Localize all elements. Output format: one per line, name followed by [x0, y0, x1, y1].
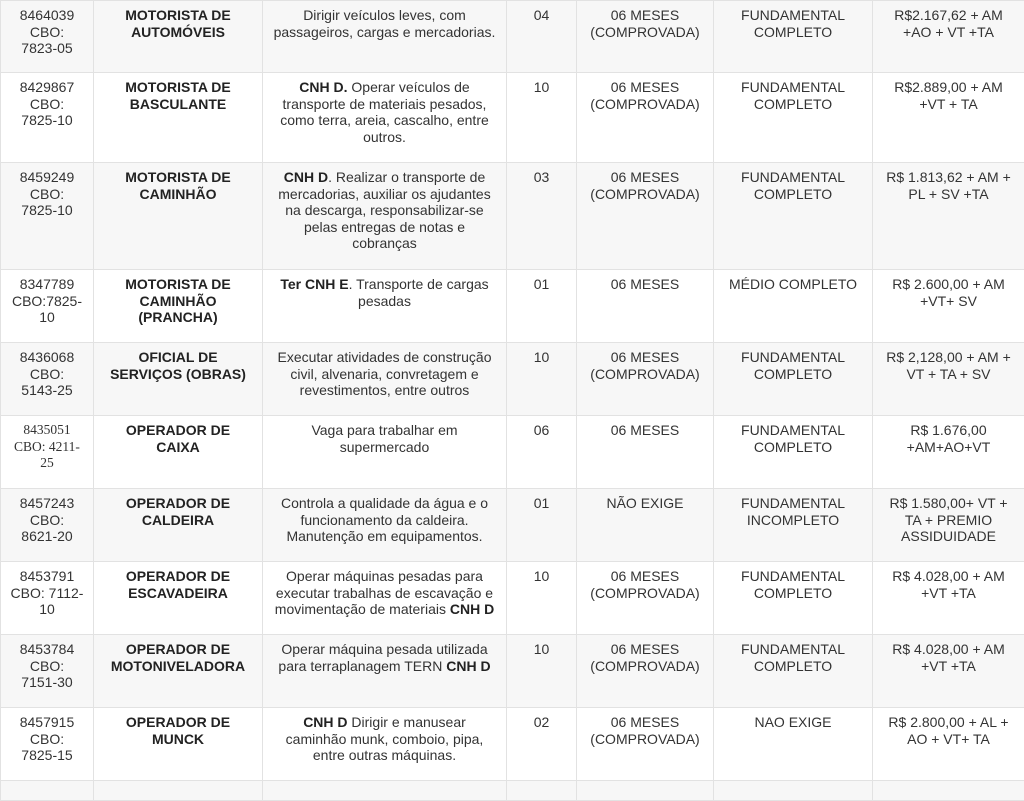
job-code-line: CBO: [7, 658, 87, 675]
job-title-cell [94, 708, 263, 781]
education-cell [714, 163, 873, 270]
salary-line: R$ 2.600,00 + AM [879, 276, 1018, 293]
job-title-cell [94, 489, 263, 562]
vacancy-count-cell: 04 [507, 1, 577, 73]
job-code-line: CBO: [7, 366, 87, 383]
experience-line: (COMPROVADA) [583, 186, 707, 203]
education-line: FUNDAMENTAL [720, 422, 866, 439]
salary-line: +VT +TA [879, 585, 1018, 602]
education-cell [714, 343, 873, 416]
job-code-cell [1, 489, 94, 562]
job-code-line: CBO: 4211- [7, 439, 87, 456]
education-cell [714, 73, 873, 163]
salary-cell [873, 489, 1024, 562]
job-description-line: civil, alvenaria, convretagem e [269, 366, 500, 383]
job-code-line: 7825-10 [7, 202, 87, 219]
job-code-line: 8464039 [7, 7, 87, 24]
job-description-cell [263, 73, 507, 163]
job-description-cell [263, 708, 507, 781]
experience-line: 06 MESES [583, 7, 707, 24]
education-cell [714, 562, 873, 635]
job-description-cell [263, 270, 507, 343]
salary-line: +AM+AO+VT [879, 439, 1018, 456]
job-title-line: OPERADOR DE [100, 422, 256, 439]
education-line: FUNDAMENTAL [720, 349, 866, 366]
experience-line: 06 MESES [583, 641, 707, 658]
job-description-line: supermercado [269, 439, 500, 456]
job-code-line: 8459249 [7, 169, 87, 186]
vacancy-count-cell: 10 [507, 73, 577, 163]
education-cell [714, 489, 873, 562]
salary-line: AO + VT+ TA [879, 731, 1018, 748]
salary-cell [873, 708, 1024, 781]
salary-cell [873, 562, 1024, 635]
education-line: COMPLETO [720, 24, 866, 41]
job-code-line: 8435051 [7, 422, 87, 439]
job-title-line: OFICIAL DE [100, 349, 256, 366]
job-description-line: funcionamento da caldeira. [269, 512, 500, 529]
experience-cell [577, 270, 714, 343]
table-row [1, 635, 1024, 708]
job-title-cell [94, 343, 263, 416]
job-code-line: CBO: [7, 512, 87, 529]
job-title-line: OPERADOR DE [100, 714, 256, 731]
salary-line: R$ 1.813,62 + AM + [879, 169, 1018, 186]
job-title-cell [94, 163, 263, 270]
experience-cell [577, 1, 714, 73]
education-line: COMPLETO [720, 658, 866, 675]
salary-line: R$ 2.800,00 + AL + [879, 714, 1018, 731]
empty-cell [507, 781, 577, 801]
education-line: COMPLETO [720, 366, 866, 383]
job-description-line: para terraplanagem TERN CNH D [269, 658, 500, 675]
job-description-line: Dirigir veículos leves, com [269, 7, 500, 24]
job-code-line: 8453791 [7, 568, 87, 585]
job-code-line: 7823-05 [7, 40, 87, 57]
vacancy-count-cell: 03 [507, 163, 577, 270]
job-description-line: Controla a qualidade da água e o [269, 495, 500, 512]
job-title-line: OPERADOR DE [100, 641, 256, 658]
job-code-line: 5143-25 [7, 382, 87, 399]
empty-cell [577, 781, 714, 801]
salary-line: +VT + TA [879, 96, 1018, 113]
table-row [1, 708, 1024, 781]
salary-cell [873, 163, 1024, 270]
education-line: FUNDAMENTAL [720, 7, 866, 24]
education-line: COMPLETO [720, 585, 866, 602]
education-line: COMPLETO [720, 186, 866, 203]
job-description-line: como terra, areia, cascalho, entre [269, 112, 500, 129]
job-title-line: MUNCK [100, 731, 256, 748]
salary-line: PL + SV +TA [879, 186, 1018, 203]
table-row [1, 163, 1024, 270]
experience-cell [577, 343, 714, 416]
salary-cell [873, 1, 1024, 73]
job-description-line: Operar máquinas pesadas para [269, 568, 500, 585]
salary-line: R$ 4.028,00 + AM [879, 568, 1018, 585]
education-line: INCOMPLETO [720, 512, 866, 529]
education-line: COMPLETO [720, 439, 866, 456]
experience-line: 06 MESES [583, 169, 707, 186]
education-cell [714, 708, 873, 781]
table-row [1, 781, 1024, 801]
job-title-line: OPERADOR DE [100, 495, 256, 512]
job-description-line: pesadas [269, 293, 500, 310]
education-cell [714, 270, 873, 343]
salary-line: R$2.889,00 + AM [879, 79, 1018, 96]
job-code-line: 8621-20 [7, 528, 87, 545]
experience-line: 06 MESES [583, 79, 707, 96]
job-title-line: SERVIÇOS (OBRAS) [100, 366, 256, 383]
table-row [1, 562, 1024, 635]
job-code-cell [1, 73, 94, 163]
job-title-line: MOTORISTA DE [100, 169, 256, 186]
table-row [1, 343, 1024, 416]
job-description-line: CNH D Dirigir e manusear [269, 714, 500, 731]
experience-cell [577, 73, 714, 163]
salary-line: TA + PREMIO [879, 512, 1018, 529]
job-title-line: OPERADOR DE [100, 568, 256, 585]
table-row [1, 1, 1024, 73]
job-description-line: Executar atividades de construção [269, 349, 500, 366]
experience-line: (COMPROVADA) [583, 366, 707, 383]
job-description-line: transporte de materiais pesados, [269, 96, 500, 113]
experience-line: (COMPROVADA) [583, 24, 707, 41]
education-cell [714, 416, 873, 489]
job-code-line: 8453784 [7, 641, 87, 658]
vacancy-count-cell: 10 [507, 562, 577, 635]
job-title-line: ESCAVADEIRA [100, 585, 256, 602]
experience-cell [577, 708, 714, 781]
vacancy-count-cell: 01 [507, 270, 577, 343]
experience-line: 06 MESES [583, 568, 707, 585]
job-code-cell [1, 708, 94, 781]
job-description-line: mercadorias, auxiliar os ajudantes [269, 186, 500, 203]
job-description-line: entre outras máquinas. [269, 747, 500, 764]
job-description-cell [263, 163, 507, 270]
job-code-line: 8347789 [7, 276, 87, 293]
job-description-line: pelas entregas de notas e [269, 219, 500, 236]
job-code-line: 7151-30 [7, 674, 87, 691]
job-code-line: CBO: [7, 186, 87, 203]
experience-cell [577, 562, 714, 635]
salary-line: +VT+ SV [879, 293, 1018, 310]
vacancy-count-cell: 10 [507, 343, 577, 416]
experience-line: 06 MESES [583, 422, 707, 439]
experience-cell [577, 635, 714, 708]
job-description-line: outros. [269, 129, 500, 146]
table-row [1, 489, 1024, 562]
job-title-line: (PRANCHA) [100, 309, 256, 326]
experience-line: (COMPROVADA) [583, 585, 707, 602]
job-title-cell [94, 73, 263, 163]
vacancy-count-cell: 10 [507, 635, 577, 708]
job-code-cell [1, 163, 94, 270]
job-code-cell [1, 343, 94, 416]
education-line: MÉDIO COMPLETO [720, 276, 866, 293]
salary-line: VT + TA + SV [879, 366, 1018, 383]
job-description-line: Operar máquina pesada utilizada [269, 641, 500, 658]
vacancy-count-cell: 06 [507, 416, 577, 489]
job-description-line: na descarga, responsabilizar-se [269, 202, 500, 219]
table-row [1, 416, 1024, 489]
job-description-line: Vaga para trabalhar em [269, 422, 500, 439]
education-line: FUNDAMENTAL [720, 169, 866, 186]
job-title-cell [94, 270, 263, 343]
experience-line: (COMPROVADA) [583, 96, 707, 113]
job-description-line: revestimentos, entre outros [269, 382, 500, 399]
empty-cell [873, 781, 1024, 801]
salary-line: R$ 1.676,00 [879, 422, 1018, 439]
experience-line: 06 MESES [583, 276, 707, 293]
job-code-cell [1, 1, 94, 73]
job-code-line: 7825-10 [7, 112, 87, 129]
vacancy-count-cell: 02 [507, 708, 577, 781]
education-line: FUNDAMENTAL [720, 79, 866, 96]
job-title-line: MOTONIVELADORA [100, 658, 256, 675]
job-code-line: 10 [7, 601, 87, 618]
job-description-line: Manutenção em equipamentos. [269, 528, 500, 545]
table-row [1, 270, 1024, 343]
experience-line: NÃO EXIGE [583, 495, 707, 512]
salary-line: R$2.167,62 + AM [879, 7, 1018, 24]
job-description-cell [263, 416, 507, 489]
salary-line: ASSIDUIDADE [879, 528, 1018, 545]
experience-line: 06 MESES [583, 714, 707, 731]
job-code-line: 8457243 [7, 495, 87, 512]
experience-cell [577, 416, 714, 489]
job-description-line: movimentação de materiais CNH D [269, 601, 500, 618]
job-title-cell [94, 1, 263, 73]
education-cell [714, 635, 873, 708]
experience-line: (COMPROVADA) [583, 658, 707, 675]
salary-line: R$ 4.028,00 + AM [879, 641, 1018, 658]
job-code-line: 8457915 [7, 714, 87, 731]
salary-line: R$ 1.580,00+ VT + [879, 495, 1018, 512]
job-description-line: CNH D. Realizar o transporte de [269, 169, 500, 186]
salary-cell [873, 270, 1024, 343]
job-description-line: caminhão munk, comboio, pipa, [269, 731, 500, 748]
job-title-cell [94, 562, 263, 635]
job-code-line: 25 [7, 455, 87, 472]
education-line: FUNDAMENTAL [720, 641, 866, 658]
job-description-cell [263, 1, 507, 73]
experience-line: (COMPROVADA) [583, 731, 707, 748]
job-code-line: 7825-15 [7, 747, 87, 764]
job-code-line: CBO: [7, 24, 87, 41]
job-code-cell [1, 416, 94, 489]
job-code-line: CBO: [7, 731, 87, 748]
salary-cell [873, 416, 1024, 489]
job-title-line: MOTORISTA DE [100, 7, 256, 24]
job-code-line: CBO:7825- [7, 293, 87, 310]
job-description-cell [263, 562, 507, 635]
education-line: NAO EXIGE [720, 714, 866, 731]
job-description-line: passageiros, cargas e mercadorias. [269, 24, 500, 41]
experience-line: 06 MESES [583, 349, 707, 366]
job-code-line: 8429867 [7, 79, 87, 96]
job-description-cell [263, 489, 507, 562]
vacancy-count-cell: 01 [507, 489, 577, 562]
empty-cell [94, 781, 263, 801]
job-code-line: 10 [7, 309, 87, 326]
job-title-line: CAMINHÃO [100, 293, 256, 310]
job-title-line: CAMINHÃO [100, 186, 256, 203]
job-description-line: executar trabalhas de escavação e [269, 585, 500, 602]
job-code-line: CBO: [7, 96, 87, 113]
education-line: COMPLETO [720, 96, 866, 113]
job-code-line: 8436068 [7, 349, 87, 366]
salary-cell [873, 343, 1024, 416]
job-description-cell [263, 635, 507, 708]
job-title-line: BASCULANTE [100, 96, 256, 113]
job-title-line: MOTORISTA DE [100, 79, 256, 96]
job-title-cell [94, 416, 263, 489]
education-line: FUNDAMENTAL [720, 495, 866, 512]
experience-cell [577, 489, 714, 562]
job-description-line: cobranças [269, 235, 500, 252]
job-title-line: MOTORISTA DE [100, 276, 256, 293]
job-title-line: AUTOMÓVEIS [100, 24, 256, 41]
education-line: FUNDAMENTAL [720, 568, 866, 585]
job-title-cell [94, 635, 263, 708]
salary-cell [873, 635, 1024, 708]
education-cell [714, 1, 873, 73]
salary-line: R$ 2,128,00 + AM + [879, 349, 1018, 366]
job-title-line: CALDEIRA [100, 512, 256, 529]
job-description-line: CNH D. Operar veículos de [269, 79, 500, 96]
job-description-line: Ter CNH E. Transporte de cargas [269, 276, 500, 293]
salary-line: +VT +TA [879, 658, 1018, 675]
table-row [1, 73, 1024, 163]
job-code-cell [1, 270, 94, 343]
experience-cell [577, 163, 714, 270]
job-title-line: CAIXA [100, 439, 256, 456]
salary-cell [873, 73, 1024, 163]
empty-cell [263, 781, 507, 801]
salary-line: +AO + VT +TA [879, 24, 1018, 41]
job-code-cell [1, 635, 94, 708]
job-code-line: CBO: 7112- [7, 585, 87, 602]
empty-cell [1, 781, 94, 801]
empty-cell [714, 781, 873, 801]
job-description-cell [263, 343, 507, 416]
job-code-cell [1, 562, 94, 635]
